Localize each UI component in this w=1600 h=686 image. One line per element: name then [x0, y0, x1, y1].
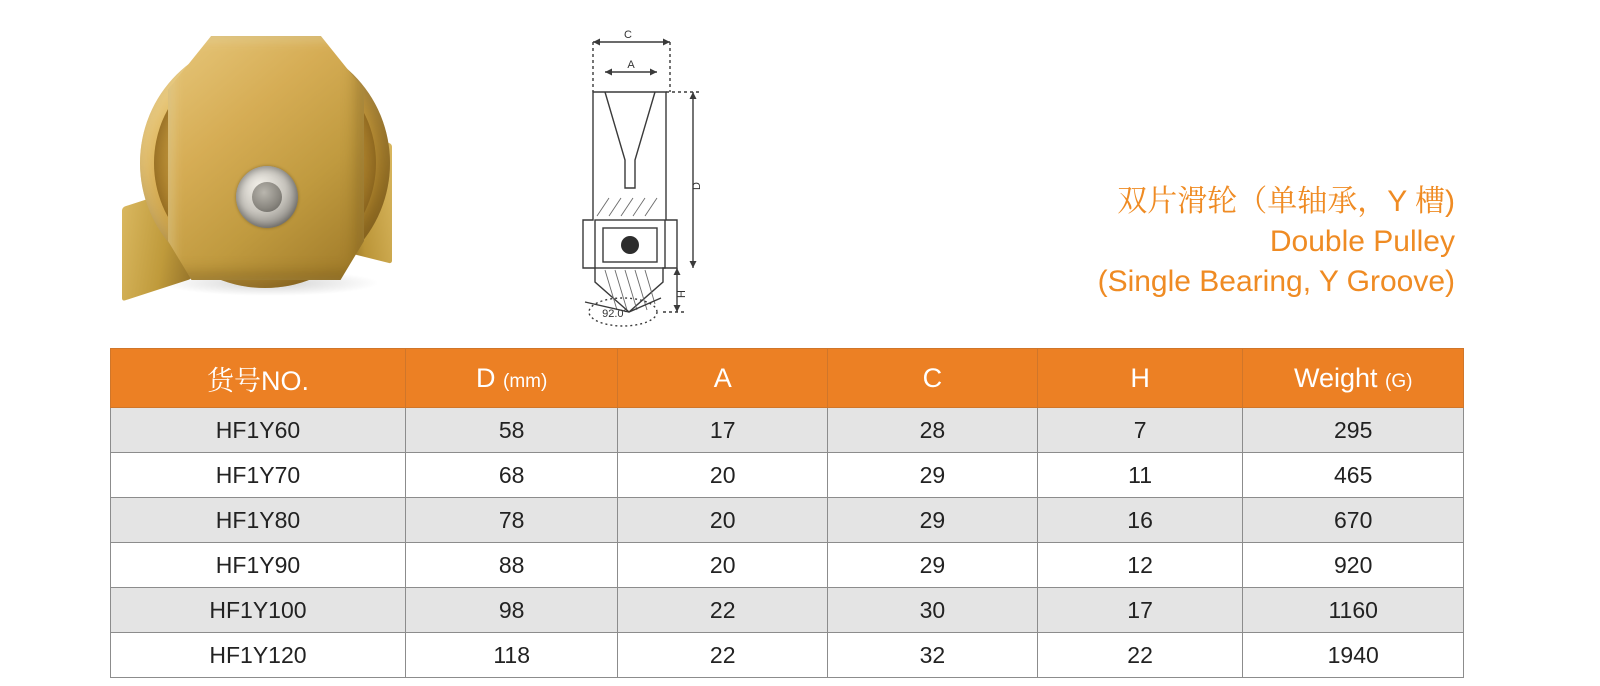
spec-table	[110, 348, 1464, 678]
table-row	[111, 543, 1464, 588]
product-header-area	[0, 0, 1600, 340]
cell-d: 88	[405, 543, 617, 588]
column-header-c-main: C	[922, 362, 943, 393]
column-header-weight-main: Weight	[1293, 362, 1378, 393]
column-header-a-main: A	[713, 362, 732, 393]
spec-table-head	[111, 349, 1464, 408]
column-header-weight	[1243, 349, 1464, 408]
table-header-row	[111, 349, 1464, 408]
spec-table-container	[110, 348, 1464, 678]
table-row	[111, 408, 1464, 453]
column-header-c	[828, 349, 1038, 408]
technical-drawing-svg	[565, 20, 765, 330]
column-header-a	[618, 349, 828, 408]
cell-weight: 295	[1243, 408, 1464, 453]
pulley-body-plate	[168, 36, 364, 280]
cell-h: 16	[1037, 498, 1243, 543]
cell-weight: 465	[1243, 453, 1464, 498]
cell-d: 98	[405, 588, 617, 633]
column-header-no	[111, 349, 406, 408]
cell-a: 20	[618, 498, 828, 543]
column-header-d	[405, 349, 617, 408]
cell-c: 30	[828, 588, 1038, 633]
cell-weight: 1160	[1243, 588, 1464, 633]
column-header-h-main: H	[1130, 362, 1150, 393]
cell-model: HF1Y90	[111, 543, 406, 588]
product-title-en-line1: Double Pulley	[1269, 225, 1455, 258]
cell-a: 22	[618, 588, 828, 633]
spec-table-body	[111, 408, 1464, 678]
cell-h: 7	[1037, 408, 1243, 453]
drawing-label-c: C	[624, 29, 632, 41]
column-header-d-main: D	[475, 362, 496, 393]
drawing-label-a: A	[627, 59, 635, 71]
cell-h: 12	[1037, 543, 1243, 588]
table-row	[111, 498, 1464, 543]
cell-model: HF1Y60	[111, 408, 406, 453]
cell-d: 118	[405, 633, 617, 678]
cell-h: 17	[1037, 588, 1243, 633]
cell-c: 29	[828, 453, 1038, 498]
cell-c: 29	[828, 498, 1038, 543]
drawing-label-d: D	[691, 182, 703, 190]
cell-weight: 670	[1243, 498, 1464, 543]
product-photo	[120, 18, 420, 318]
column-header-weight-unit: (G)	[1385, 370, 1413, 392]
cell-model: HF1Y120	[111, 633, 406, 678]
cell-model: HF1Y70	[111, 453, 406, 498]
cell-a: 20	[618, 543, 828, 588]
column-header-d-unit: (mm)	[503, 370, 548, 392]
product-title-en-line2: (Single Bearing, Y Groove)	[1097, 265, 1455, 298]
cell-d: 58	[405, 408, 617, 453]
cell-model: HF1Y100	[111, 588, 406, 633]
cell-a: 17	[618, 408, 828, 453]
cell-model: HF1Y80	[111, 498, 406, 543]
table-row	[111, 453, 1464, 498]
drawing-label-h: H	[676, 290, 688, 298]
technical-drawing	[565, 20, 765, 330]
cell-c: 32	[828, 633, 1038, 678]
cell-h: 11	[1037, 453, 1243, 498]
column-header-h	[1037, 349, 1243, 408]
product-title-cn: 双片滑轮（单轴承，Y 槽)	[1117, 185, 1455, 218]
cell-weight: 1940	[1243, 633, 1464, 678]
cell-weight: 920	[1243, 543, 1464, 588]
table-row	[111, 633, 1464, 678]
cell-d: 68	[405, 453, 617, 498]
cell-h: 22	[1037, 633, 1243, 678]
cell-c: 28	[828, 408, 1038, 453]
table-row	[111, 588, 1464, 633]
cell-c: 29	[828, 543, 1038, 588]
cell-a: 22	[618, 633, 828, 678]
product-title-block	[1098, 182, 1455, 302]
pulley-bearing-hub	[236, 166, 298, 228]
column-header-no-main: 货号NO.	[206, 365, 309, 396]
cell-d: 78	[405, 498, 617, 543]
cell-a: 20	[618, 453, 828, 498]
drawing-label-angle: 92.0°	[602, 308, 628, 320]
